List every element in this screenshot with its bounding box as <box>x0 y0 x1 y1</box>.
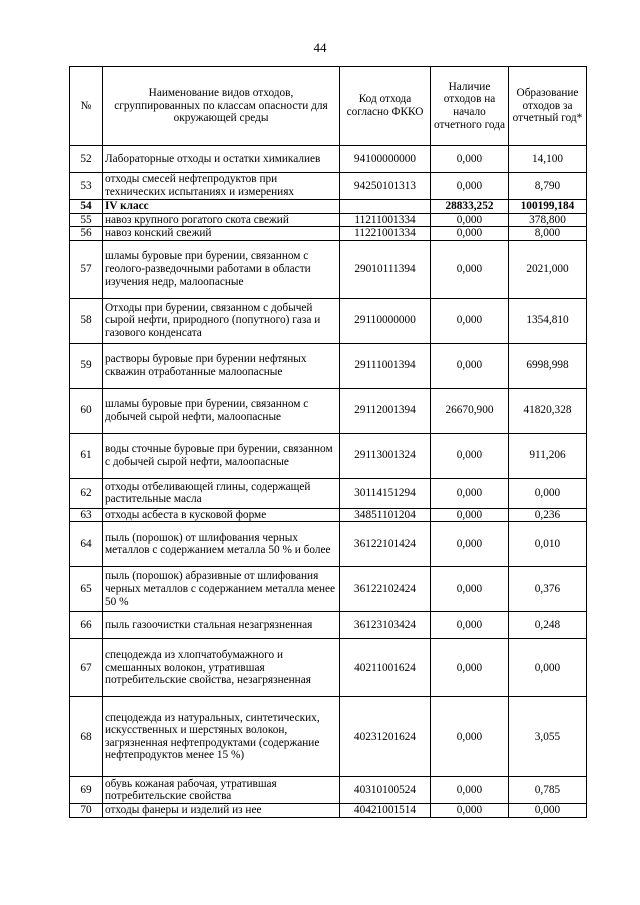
table-row <box>70 146 587 173</box>
waste-code: 29113001324 <box>340 433 431 478</box>
waste-name: отходы асбеста в кусковой форме <box>103 508 340 522</box>
start-amount: 26670,900 <box>431 388 509 433</box>
waste-table <box>69 66 587 818</box>
formed-amount: 2021,000 <box>509 240 587 298</box>
waste-name: отходы фанеры и изделий из нее <box>103 804 340 818</box>
table-row <box>70 227 587 241</box>
table-row <box>70 433 587 478</box>
row-number: 65 <box>70 567 103 612</box>
waste-code: 29111001394 <box>340 343 431 388</box>
row-number: 64 <box>70 522 103 567</box>
formed-amount: 0,236 <box>509 508 587 522</box>
start-amount: 0,000 <box>431 612 509 639</box>
waste-code: 94250101313 <box>340 173 431 200</box>
row-number: 59 <box>70 343 103 388</box>
table-row <box>70 804 587 818</box>
waste-name: растворы буровые при бурении нефтяных скважин отработанные малоопасные <box>103 343 340 388</box>
table-row <box>70 777 587 804</box>
table-row <box>70 298 587 343</box>
waste-code: 11221001334 <box>340 227 431 241</box>
start-amount: 0,000 <box>431 567 509 612</box>
row-number: 61 <box>70 433 103 478</box>
table-row <box>70 478 587 508</box>
header-number: № <box>70 67 103 146</box>
table-row <box>70 697 587 777</box>
table-header-row <box>70 67 587 146</box>
start-amount: 0,000 <box>431 508 509 522</box>
waste-code <box>340 200 431 214</box>
formed-amount: 8,790 <box>509 173 587 200</box>
table-row <box>70 388 587 433</box>
waste-code: 29110000000 <box>340 298 431 343</box>
header-start-amount: Наличие отходов на начало отчетного года <box>431 67 509 146</box>
formed-amount: 6998,998 <box>509 343 587 388</box>
formed-amount: 8,000 <box>509 227 587 241</box>
row-number: 54 <box>70 200 103 214</box>
row-number: 62 <box>70 478 103 508</box>
waste-name: отходы смесей нефтепродуктов при технических испытаниях и измерениях <box>103 173 340 200</box>
formed-amount: 911,206 <box>509 433 587 478</box>
formed-amount: 41820,328 <box>509 388 587 433</box>
row-number: 60 <box>70 388 103 433</box>
waste-name: шламы буровые при бурении, связанном с геолого-разведочными работами в области изучения недр, малоопасные <box>103 240 340 298</box>
waste-name: пыль (порошок) абразивные от шлифования черных металлов с содержанием металла менее 50 % <box>103 567 340 612</box>
waste-code: 40231201624 <box>340 697 431 777</box>
formed-amount: 0,376 <box>509 567 587 612</box>
formed-amount: 14,100 <box>509 146 587 173</box>
table-body <box>70 146 587 818</box>
start-amount: 0,000 <box>431 173 509 200</box>
waste-name: обувь кожаная рабочая, утратившая потребительские свойства <box>103 777 340 804</box>
table-row <box>70 343 587 388</box>
table-row <box>70 508 587 522</box>
formed-amount: 0,248 <box>509 612 587 639</box>
waste-name: шламы буровые при бурении, связанном с добычей сырой нефти, малоопасные <box>103 388 340 433</box>
start-amount: 0,000 <box>431 697 509 777</box>
row-number: 68 <box>70 697 103 777</box>
table-row <box>70 612 587 639</box>
waste-code: 40310100524 <box>340 777 431 804</box>
formed-amount: 0,000 <box>509 639 587 697</box>
start-amount: 0,000 <box>431 213 509 227</box>
row-number: 63 <box>70 508 103 522</box>
formed-amount: 1354,810 <box>509 298 587 343</box>
waste-code: 29112001394 <box>340 388 431 433</box>
formed-amount: 378,800 <box>509 213 587 227</box>
waste-code: 30114151294 <box>340 478 431 508</box>
page-number: 44 <box>313 40 327 55</box>
formed-amount: 0,785 <box>509 777 587 804</box>
waste-name: воды сточные буровые при бурении, связанном с добычей сырой нефти, малоопасные <box>103 433 340 478</box>
row-number: 58 <box>70 298 103 343</box>
waste-name: отходы отбеливающей глины, содержащей растительные масла <box>103 478 340 508</box>
header-waste-name: Наименование видов отходов, сгруппированных по классам опасности для окружающей среды <box>103 67 340 146</box>
waste-name: навоз конский свежий <box>103 227 340 241</box>
start-amount: 0,000 <box>431 478 509 508</box>
formed-amount: 0,010 <box>509 522 587 567</box>
start-amount: 28833,252 <box>431 200 509 214</box>
row-number: 66 <box>70 612 103 639</box>
start-amount: 0,000 <box>431 227 509 241</box>
row-number: 55 <box>70 213 103 227</box>
waste-code: 40211001624 <box>340 639 431 697</box>
start-amount: 0,000 <box>431 639 509 697</box>
header-formed-amount: Образование отходов за отчетный год* <box>509 67 587 146</box>
row-number: 56 <box>70 227 103 241</box>
start-amount: 0,000 <box>431 240 509 298</box>
waste-code: 36122102424 <box>340 567 431 612</box>
table-row <box>70 173 587 200</box>
row-number: 57 <box>70 240 103 298</box>
formed-amount: 0,000 <box>509 478 587 508</box>
waste-name: навоз крупного рогатого скота свежий <box>103 213 340 227</box>
table-row <box>70 240 587 298</box>
waste-code: 29010111394 <box>340 240 431 298</box>
waste-code: 11211001334 <box>340 213 431 227</box>
start-amount: 0,000 <box>431 804 509 818</box>
table-row <box>70 522 587 567</box>
waste-code: 36123103424 <box>340 612 431 639</box>
waste-name: Отходы при бурении, связанном с добычей сырой нефти, природного (попутного) газа и газового конденсата <box>103 298 340 343</box>
header-waste-code: Код отхода согласно ФККО <box>340 67 431 146</box>
row-number: 70 <box>70 804 103 818</box>
waste-name: спецодежда из натуральных, синтетических, искусственных и шерстяных волокон, загрязненная нефтепродуктами (содержание нефтепродуктов менее 15 %) <box>103 697 340 777</box>
row-number: 52 <box>70 146 103 173</box>
waste-code: 40421001514 <box>340 804 431 818</box>
start-amount: 0,000 <box>431 298 509 343</box>
row-number: 53 <box>70 173 103 200</box>
waste-code: 34851101204 <box>340 508 431 522</box>
waste-name: пыль (порошок) от шлифования черных металлов с содержанием металла 50 % и более <box>103 522 340 567</box>
formed-amount: 100199,184 <box>509 200 587 214</box>
waste-name: спецодежда из хлопчатобумажного и смешанных волокон, утратившая потребительские свойства, незагрязненная <box>103 639 340 697</box>
row-number: 67 <box>70 639 103 697</box>
waste-name: пыль газоочистки стальная незагрязненная <box>103 612 340 639</box>
start-amount: 0,000 <box>431 777 509 804</box>
formed-amount: 0,000 <box>509 804 587 818</box>
waste-code: 94100000000 <box>340 146 431 173</box>
table-row <box>70 567 587 612</box>
table-row <box>70 200 587 214</box>
start-amount: 0,000 <box>431 433 509 478</box>
start-amount: 0,000 <box>431 343 509 388</box>
waste-name: Лабораторные отходы и остатки химикалиев <box>103 146 340 173</box>
row-number: 69 <box>70 777 103 804</box>
formed-amount: 3,055 <box>509 697 587 777</box>
waste-code: 36122101424 <box>340 522 431 567</box>
start-amount: 0,000 <box>431 522 509 567</box>
table-row <box>70 639 587 697</box>
waste-name: IV класс <box>103 200 340 214</box>
start-amount: 0,000 <box>431 146 509 173</box>
table-row <box>70 213 587 227</box>
